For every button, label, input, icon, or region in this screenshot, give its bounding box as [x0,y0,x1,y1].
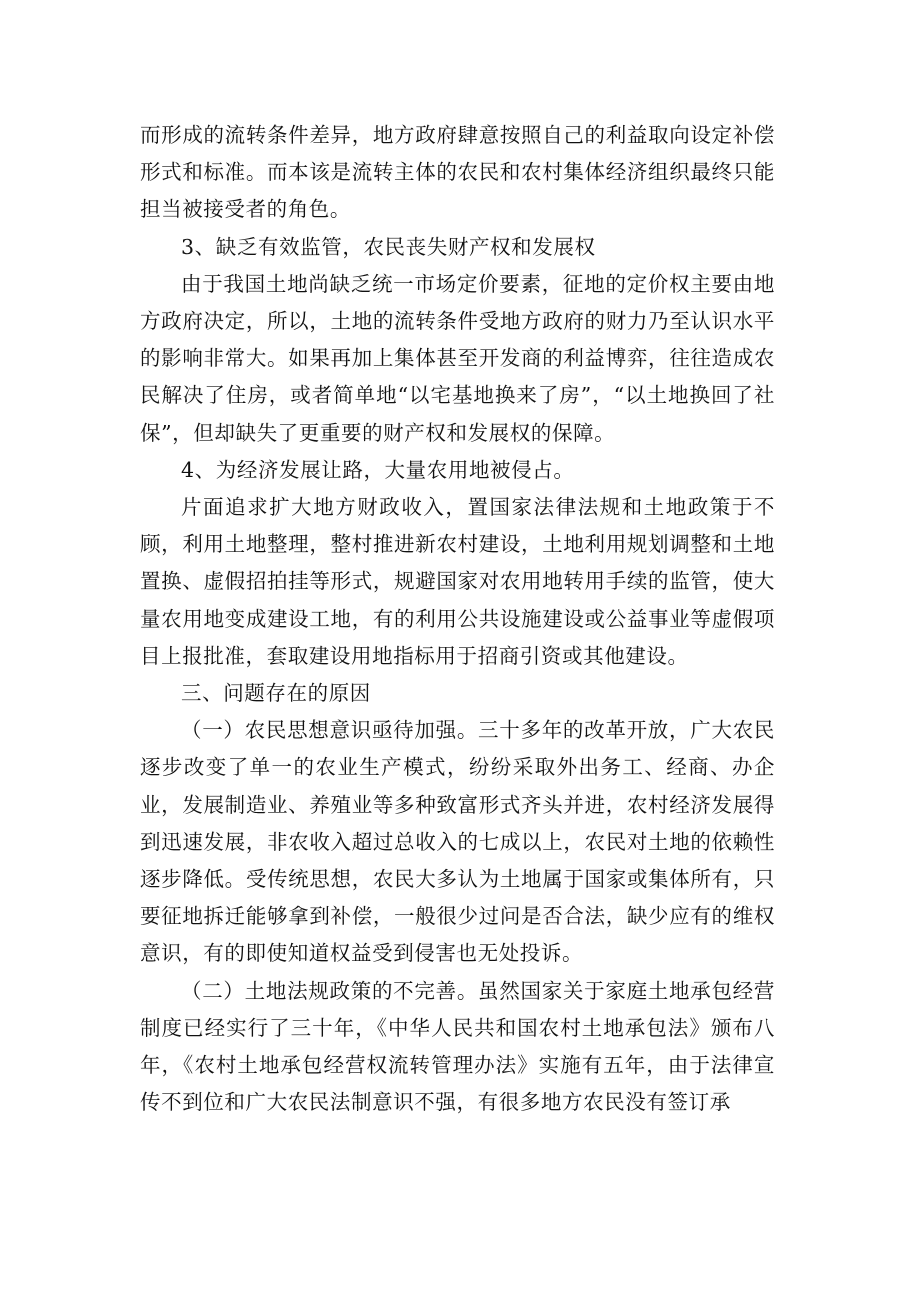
paragraph-pricing-power: 由于我国土地尚缺乏统一市场定价要素，征地的定价权主要由地方政府决定，所以，土地的流转条件受地方政府的财力乃至认识水平的影响非常大。如果再加上集体甚至开发商的利益博弈，往往造成农民解决了住房，或者简单地“以宅基地换来了房”，“以土地换回了社保”，但却缺失了更重要的财产权和发展权的保障。 [140,271,775,445]
section-heading-4: 4、为经济发展让路，大量农用地被侵占。 [181,457,575,482]
paragraph-farmer-awareness: （一）农民思想意识亟待加强。三十多年的改革开放，广大农民逐步改变了单一的农业生产模式，纷纷采取外出务工、经商、办企业，发展制造业、养殖业等多种致富形式齐头并进，农村经济发展得到迅速发展，非农收入超过总收入的七成以上，农民对土地的依赖性逐步降低。受传统思想，农民大多认为土地属于国家或集体所有，只要征地拆迁能够拿到补偿，一般很少过问是否合法，缺少应有的维权意识，有的即使知道权益受到侵害也无处投诉。 [140,718,775,966]
section-heading-3: 3、缺乏有效监管，农民丧失财产权和发展权 [181,234,596,259]
paragraph-fiscal-revenue: 片面追求扩大地方财政收入，置国家法律法规和土地政策于不顾，利用土地整理，整村推进新农村建设，土地利用规划调整和土地置换、虚假招拍挂等形式，规避国家对农用地转用手续的监管，使大量农用地变成建设工地，有的利用公共设施建设或公益事业等虚假项目上报批准，套取建设用地指标用于招商引资或其他建设。 [140,495,775,668]
section-heading-causes: 三、问题存在的原因 [181,681,371,706]
paragraph-continuation: 而形成的流转条件差异，地方政府肆意按照自己的利益取向设定补偿形式和标准。而本该是流转主体的农民和农村集体经济组织最终只能担当被接受者的角色。 [140,123,775,222]
document-page [140,117,775,1121]
paragraph-land-law: （二）土地法规政策的不完善。虽然国家关于家庭土地承包经营制度已经实行了三十年，《中华人民共和国农村土地承包法》颁布八年，《农村土地承包经营权流转管理办法》实施有五年，由于法律宣传不到位和广大农民法制意识不强，有很多地方农民没有签订承 [140,978,775,1115]
